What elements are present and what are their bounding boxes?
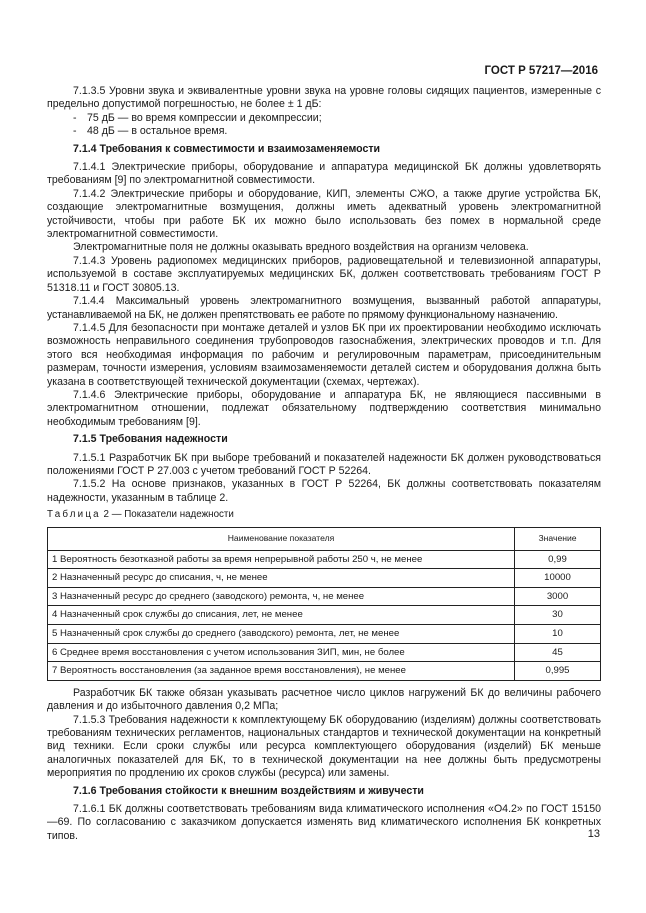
page-number: 13: [587, 828, 600, 840]
paragraph-7-1-4-5: 7.1.4.5 Для безопасности при монтаже деталей и узлов БК при их проектировании необходимо исключать возможность неправильного соединения трубопроводов газоснабжения, электрических проводов и т.п. Для этого вся необходимая информация по рабочим и регулировочным параметрам, присоединительным размерам, точности измерения, условиям взаимозаменяемости деталей систем и оборудования должна быть указана в соответствующей технической документации (схемах, чертежах).: [47, 321, 601, 388]
indicator-value-cell: 10000: [515, 569, 601, 588]
section-heading-7-1-5: 7.1.5 Требования надежности: [73, 433, 228, 446]
list-item: [47, 125, 601, 138]
indicator-name-cell: 3 Назначенный ресурс до среднего (заводского) ремонта, ч, не менее: [48, 587, 515, 606]
paragraph-em-fields: Электромагнитные поля не должны оказывать вредного воздействия на организм человека.: [73, 241, 529, 254]
indicator-name-cell: 5 Назначенный срок службы до среднего (заводского) ремонта, лет, не менее: [48, 624, 515, 643]
standard-header: ГОСТ Р 57217—2016: [484, 65, 598, 77]
section-heading-7-1-6: 7.1.6 Требования стойкости к внешним воздействиям и живучести: [73, 784, 424, 797]
paragraph-7-1-5-2: 7.1.5.2 На основе признаков, указанных в ГОСТ Р 52264, БК должны соответствовать показателям надежности, указанным в таблице 2.: [47, 478, 601, 504]
indicator-value-cell: 0,99: [515, 550, 601, 569]
paragraph-7-1-4-1: 7.1.4.1 Электрические приборы, оборудование и аппаратура медицинской БК должны удовлетворять требованиям [9] по электромагнитной совместимости.: [47, 161, 601, 187]
indicator-value-cell: 45: [515, 643, 601, 662]
indicator-name-cell: 6 Среднее время восстановления с учетом использования ЗИП, мин, не более: [48, 643, 515, 662]
table-row: [48, 550, 601, 569]
table-caption-title: 2 — Показатели надежности: [100, 509, 234, 521]
table-row: [48, 569, 601, 588]
table-row: [48, 624, 601, 643]
table-caption-word: Таблица: [47, 509, 101, 521]
table-header-row: [48, 527, 601, 550]
table-row: [48, 643, 601, 662]
indicator-value-cell: 0,995: [515, 662, 601, 681]
paragraph-7-1-4-4: 7.1.4.4 Максимальный уровень электромагнитного возмущения, вызванный работой аппаратуры, устанавливаемой на БК, не должен препятствовать ее работе по прямому функциональному назначению.: [47, 295, 601, 321]
indicator-value-cell: 3000: [515, 587, 601, 606]
indicator-name-cell: 2 Назначенный ресурс до списания, ч, не менее: [48, 569, 515, 588]
dash-bullet: -: [73, 125, 77, 138]
column-header-name: Наименование показателя: [48, 527, 515, 550]
table-row: [48, 587, 601, 606]
dash-bullet: -: [73, 111, 77, 124]
paragraph-load-cycles: Разработчик БК также обязан указывать расчетное число циклов нагружений БК до величины рабочего давления и до избыточного давления 0,2 МПа;: [47, 686, 601, 713]
paragraph-7-1-5-3: 7.1.5.3 Требования надежности к комплектующему БК оборудованию (изделиям) должны соответствовать требованиям технических регламентов, национальных стандартов и технической документации на конкретный вид техники. Если сроки службы или ресурса комплектующего оборудования (изделий) БК меньше аналогичных показателей для БК, то в технической документации на нее должны быть предусмотрены мероприятия по продлению их сроков службы (ресурса) или замены.: [47, 713, 601, 780]
indicator-value-cell: 30: [515, 606, 601, 625]
indicator-value-cell: 10: [515, 624, 601, 643]
column-header-value: Значение: [515, 527, 601, 550]
section-heading-7-1-4: 7.1.4 Требования к совместимости и взаимозаменяемости: [73, 142, 381, 155]
indicator-name-cell: 4 Назначенный срок службы до списания, лет, не менее: [48, 606, 515, 625]
list-item-text: 75 дБ — во время компрессии и декомпрессии;: [87, 111, 322, 124]
table-row: [48, 606, 601, 625]
table-caption: [47, 508, 601, 521]
paragraph-7-1-6-1: 7.1.6.1 БК должны соответствовать требованиям вида климатического исполнения «О4.2» по ГОСТ 15150—69. По согласованию с заказчиком допускается изменять вид климатического исполнения БК конкретных типов.: [47, 803, 601, 842]
page-content: [47, 85, 601, 843]
paragraph-7-1-5-1: 7.1.5.1 Разработчик БК при выборе требований и показателей надежности БК должен руководствоваться положениями ГОСТ Р 27.003 с учетом требований ГОСТ Р 52264.: [47, 451, 601, 477]
indicator-name-cell: 7 Вероятность восстановления (за заданное время восстановления), не менее: [48, 662, 515, 681]
reliability-table: [47, 527, 601, 681]
list-item-text: 48 дБ — в остальное время.: [87, 125, 228, 138]
indicator-name-cell: 1 Вероятность безотказной работы за время непрерывной работы 250 ч, не менее: [48, 550, 515, 569]
paragraph-7-1-3-5: 7.1.3.5 Уровни звука и эквивалентные уровни звука на уровне головы сидящих пациентов, измеренные с предельно допустимой погрешностью, не более ± 1 дБ:: [47, 85, 601, 111]
paragraph-7-1-4-3: 7.1.4.3 Уровень радиопомех медицинских приборов, радиовещательной и телевизионной аппаратуры, используемой в составе эксплуатируемых медицинских БК, должен соответствовать требованиям ГОСТ Р 51318.11 и ГОСТ 30805.13.: [47, 254, 601, 294]
paragraph-7-1-4-2: 7.1.4.2 Электрические приборы и оборудование, КИП, элементы СЖО, а также другие устройства БК, создающие электромагнитные возмущения, должны иметь адекватный уровень электромагнитной устойчивости, чтобы при работе БК их можно было использовать без помех в нормальной среде электромагнитной совместимости.: [47, 187, 601, 241]
table-row: [48, 662, 601, 681]
paragraph-7-1-4-6: 7.1.4.6 Электрические приборы, оборудование и аппаратура БК, не являющиеся пассивными в электромагнитном отношении, подлежат обязательному подтверждению соответствия минимально необходимым требованиям [9].: [47, 388, 601, 428]
list-item: [47, 112, 601, 125]
